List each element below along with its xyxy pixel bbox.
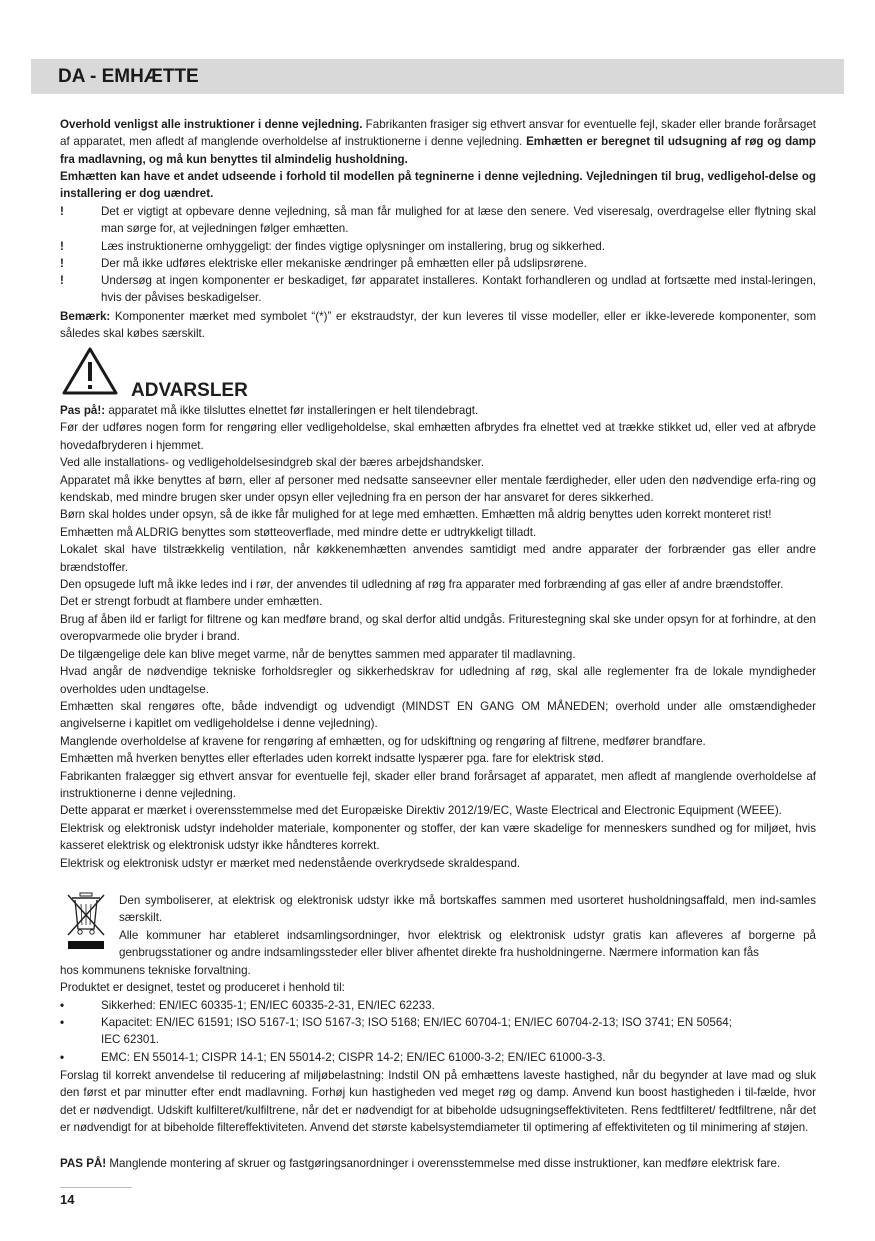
warning-line: Elektrisk og elektronisk udstyr er mærket med nedenstående overkrydsede skraldespand. xyxy=(60,856,521,870)
bullet-text: EMC: EN 55014-1; CISPR 14-1; EN 55014-2; CISPR 14-2; EN/IEC 61000-3-2; EN/IEC 61000-3-3. xyxy=(101,1051,606,1064)
bullet-text xyxy=(101,1014,816,1049)
section-header xyxy=(31,59,844,94)
warning-line: De tilgængelige dele kan blive meget varme, når de benyttes sammen med apparater til madlavning. xyxy=(60,647,576,661)
bullet-text-line2: IEC 62301. xyxy=(101,1033,160,1047)
eco-advice-paragraph: Forslag til korrekt anvendelse til reducering af miljøbelastning: Indstil ON på emhættens laveste hastighed, når du begynder at lave mad og sluk den først et par minutter efter endt madlavning. Forhøj kun hastigheden ved meget røg og damp. Anvend kun boost hastigheden i til-fælde, hvor det er nødvendigt. Udskift kulfilteret/kulfiltrene, når det er nødvendigt for at bibeholde udsugningseffektiviteten. Rens fedtfilteret/ fedtfiltrene, når det er nødvendigt for at bibeholde filtereffektiviteten. Anvend det største kabelsystemdiameter til optimering af effektiviteten og til minimering af støjen. xyxy=(60,1069,816,1135)
weee-paragraph-2: Alle kommuner har etableret indsamlingsordninger, hvor elektrisk og elektronisk udstyr gratis kan afleveres af borgerne på genbrugsstationer og andre indsamlingssteder eller bliver afhentet direkte fra husholdningerne. Nærmere information kan fås xyxy=(119,929,816,960)
footer-divider xyxy=(60,1187,132,1188)
warning-line: Det er strengt forbudt at flambere under emhætten. xyxy=(60,595,323,609)
warning-line: Ved alle installations- og vedligeholdelsesindgreb skal der bæres arbejdshandsker. xyxy=(60,456,485,470)
section-title: DA - EMHÆTTE xyxy=(58,66,199,87)
bullet-text-line1: Kapacitet: EN/IEC 61591; ISO 5167-1; ISO 5167-3; ISO 5168; EN/IEC 60704-1; EN/IEC 60704-2-13; ISO 3741; EN 50564; xyxy=(101,1016,732,1029)
bullet-text: Det er vigtigt at opbevare denne vejledning, så man får mulighed for at læse den senere. Ved viseresalg, overdragelse eller flytning skal man sørge for, at vejledningen følger emhætten. xyxy=(101,205,816,236)
warning-line: Emhætten må hverken benyttes eller efterlades uden korrekt indsatte lyspærer pga. fare for elektrisk stød. xyxy=(60,752,604,766)
final-warning-text: Manglende montering af skruer og fastgøringsanordninger i overensstemmelse med disse instruktioner, kan medføre elektrisk fare. xyxy=(106,1157,781,1170)
weee-paragraph-tail: hos kommunens tekniske forvaltning. xyxy=(60,964,251,977)
weee-paragraph-1: Den symboliserer, at elektrisk og elektronisk udstyr ikke må bortskaffes sammen med usorteret husholdningsaffald, men ind-samles særskilt. xyxy=(119,894,816,925)
intro-paragraph xyxy=(60,116,816,168)
warning-line: Brug af åben ild er farligt for filtrene og kan medføre brand, og skal derfor altid undgås. Friturestegning skal ske under opsyn for at forhindre, at den overopvarmede olie bryder i brand. xyxy=(60,612,816,644)
final-warning-label: PAS PÅ! xyxy=(60,1157,107,1170)
bullet-text: Læs instruktionerne omhyggeligt: der findes vigtige oplysninger om installering, brug og sikkerhed. xyxy=(101,240,605,253)
bullet-dot: • xyxy=(60,1051,65,1064)
warning-line: Børn skal holdes under opsyn, så de ikke får mulighed for at lege med emhætten. Emhætten må aldrig benyttes uden korrekt monteret rist! xyxy=(60,508,772,522)
warning-line: Emhætten skal rengøres ofte, både indvendigt og udvendigt (MINDST EN GANG OM MÅNEDEN; overhold under alle omstændigheder angivelserne i kapitlet om vedligeholdelse i denne vejledning). xyxy=(60,699,816,731)
warning-line: Apparatet må ikke benyttes af børn, eller af personer med nedsatte sanseevner eller mentale færdigheder, eller uden den nødvendige erfa-ring og kendskab, med mindre brugen sker under opsyn eller vejledning fra en person der har ansvaret for deres sikkerhed. xyxy=(60,473,816,505)
note-paragraph xyxy=(60,308,816,343)
warning-line: Før der udføres nogen form for rengøring eller vedligeholdelse, skal emhætten afbrydes fra elnettet ved at trække stikket ud, eller ved at afbryde hovedafbryderen i hjemmet. xyxy=(60,421,816,452)
note-label: Bemærk: xyxy=(60,310,111,323)
bullet-text: Undersøg at ingen komponenter er beskadiget, før apparatet installeres. Kontakt forhandleren og undlad at fortsætte med instal-leringen, hvis der påvises beskadigelser. xyxy=(101,274,816,305)
crossed-bin-icon xyxy=(64,891,108,951)
bullet-text: Der må ikke udføres elektriske eller mekaniske ændringer på emhætten eller på udslipsrørene. xyxy=(101,257,587,270)
warning-label: Pas på!: xyxy=(60,404,106,417)
warning-line: Manglende overholdelse af kravene for rengøring af emhætten, og for udskiftning og rengøring af filtrene, medfører brandfare. xyxy=(60,734,706,748)
intro-bold-b: Emhætten er beregnet til udsugning af røg og damp fra madlavning, og må kun benyttes til almindelig husholdning. xyxy=(60,135,816,166)
intro-normal: Fabrikanten frasiger sig ethvert ansvar for eventuelle fejl, skader eller brande forårsaget af apparatet, men afledt af manglende overholdelse af instruktionerne i denne vejledning. xyxy=(60,118,816,149)
bullet-exclamation: ! xyxy=(60,240,64,253)
warnings-title: ADVARSLER xyxy=(131,380,248,401)
warning-line: Emhætten må ALDRIG benyttes som støtteoverflade, med mindre dette er udtrykkeligt tilladt. xyxy=(60,525,537,539)
warning-line: Fabrikanten fralægger sig ethvert ansvar for eventuelle fejl, skader eller brand forårsaget af apparatet, men afledt af manglende overholdelse af instruktionerne i denne vejledning. xyxy=(60,769,816,800)
intro-appearance-note: Emhætten kan have et andet udseende i forhold til modellen på tegninerne i denne vejledning. Vejledningen til brug, vedligehol-delse og installering er dog uændret. xyxy=(60,170,816,201)
bullet-dot: • xyxy=(60,1016,65,1029)
page-number: 14 xyxy=(60,1192,75,1207)
standards-intro: Produktet er designet, testet og produceret i henhold til: xyxy=(60,981,345,994)
bullet-exclamation: ! xyxy=(60,205,64,218)
warning-line: Lokalet skal have tilstrækkelig ventilation, når køkkenemhætten anvendes samtidigt med andre apparater der forbrænder gas eller andre brændstoffer. xyxy=(60,543,816,574)
note-text: Komponenter mærket med symbolet “(*)” er ekstraudstyr, der kun leveres til visse modeller, eller er ikke-leverede komponenter, som således skal købes særskilt. xyxy=(60,310,816,341)
warning-line: Elektrisk og elektronisk udstyr indeholder materiale, komponenter og stoffer, der kan være skadelige for menneskers sundhed og for miljøet, hvis kasseret elektrisk og elektronisk udstyr ikke håndteres korrekt. xyxy=(60,821,816,853)
bullet-dot: • xyxy=(60,999,65,1012)
bullet-exclamation: ! xyxy=(60,257,64,270)
intro-bold-a: Overhold venligst alle instruktioner i denne vejledning. xyxy=(60,118,363,131)
bullet-exclamation: ! xyxy=(60,274,64,287)
warning-line: Dette apparat er mærket i overensstemmelse med det Europæiske Direktiv 2012/19/EC, Waste Electrical and Electronic Equipment (WEEE). xyxy=(60,804,782,818)
warning-line: Den opsugede luft må ikke ledes ind i rør, der anvendes til udledning af røg fra apparater med forbrænding af gas eller af andre brændstoffer. xyxy=(60,578,784,592)
final-warning xyxy=(60,1155,816,1172)
bullet-text: Sikkerhed: EN/IEC 60335-1; EN/IEC 60335-2-31, EN/IEC 62233. xyxy=(101,999,435,1012)
warnings-body xyxy=(60,402,816,872)
warning-triangle-icon xyxy=(60,345,120,397)
warning-line xyxy=(60,402,816,419)
warning-line: Hvad angår de nødvendige tekniske forholdsregler og sikkerhedskrav for udledning af røg, skal alle reglementer fra de lokale myndigheder overholdes uden undtagelse. xyxy=(60,665,816,696)
warning-text: apparatet må ikke tilsluttes elnettet før installeringen er helt tilendebragt. xyxy=(105,404,479,417)
